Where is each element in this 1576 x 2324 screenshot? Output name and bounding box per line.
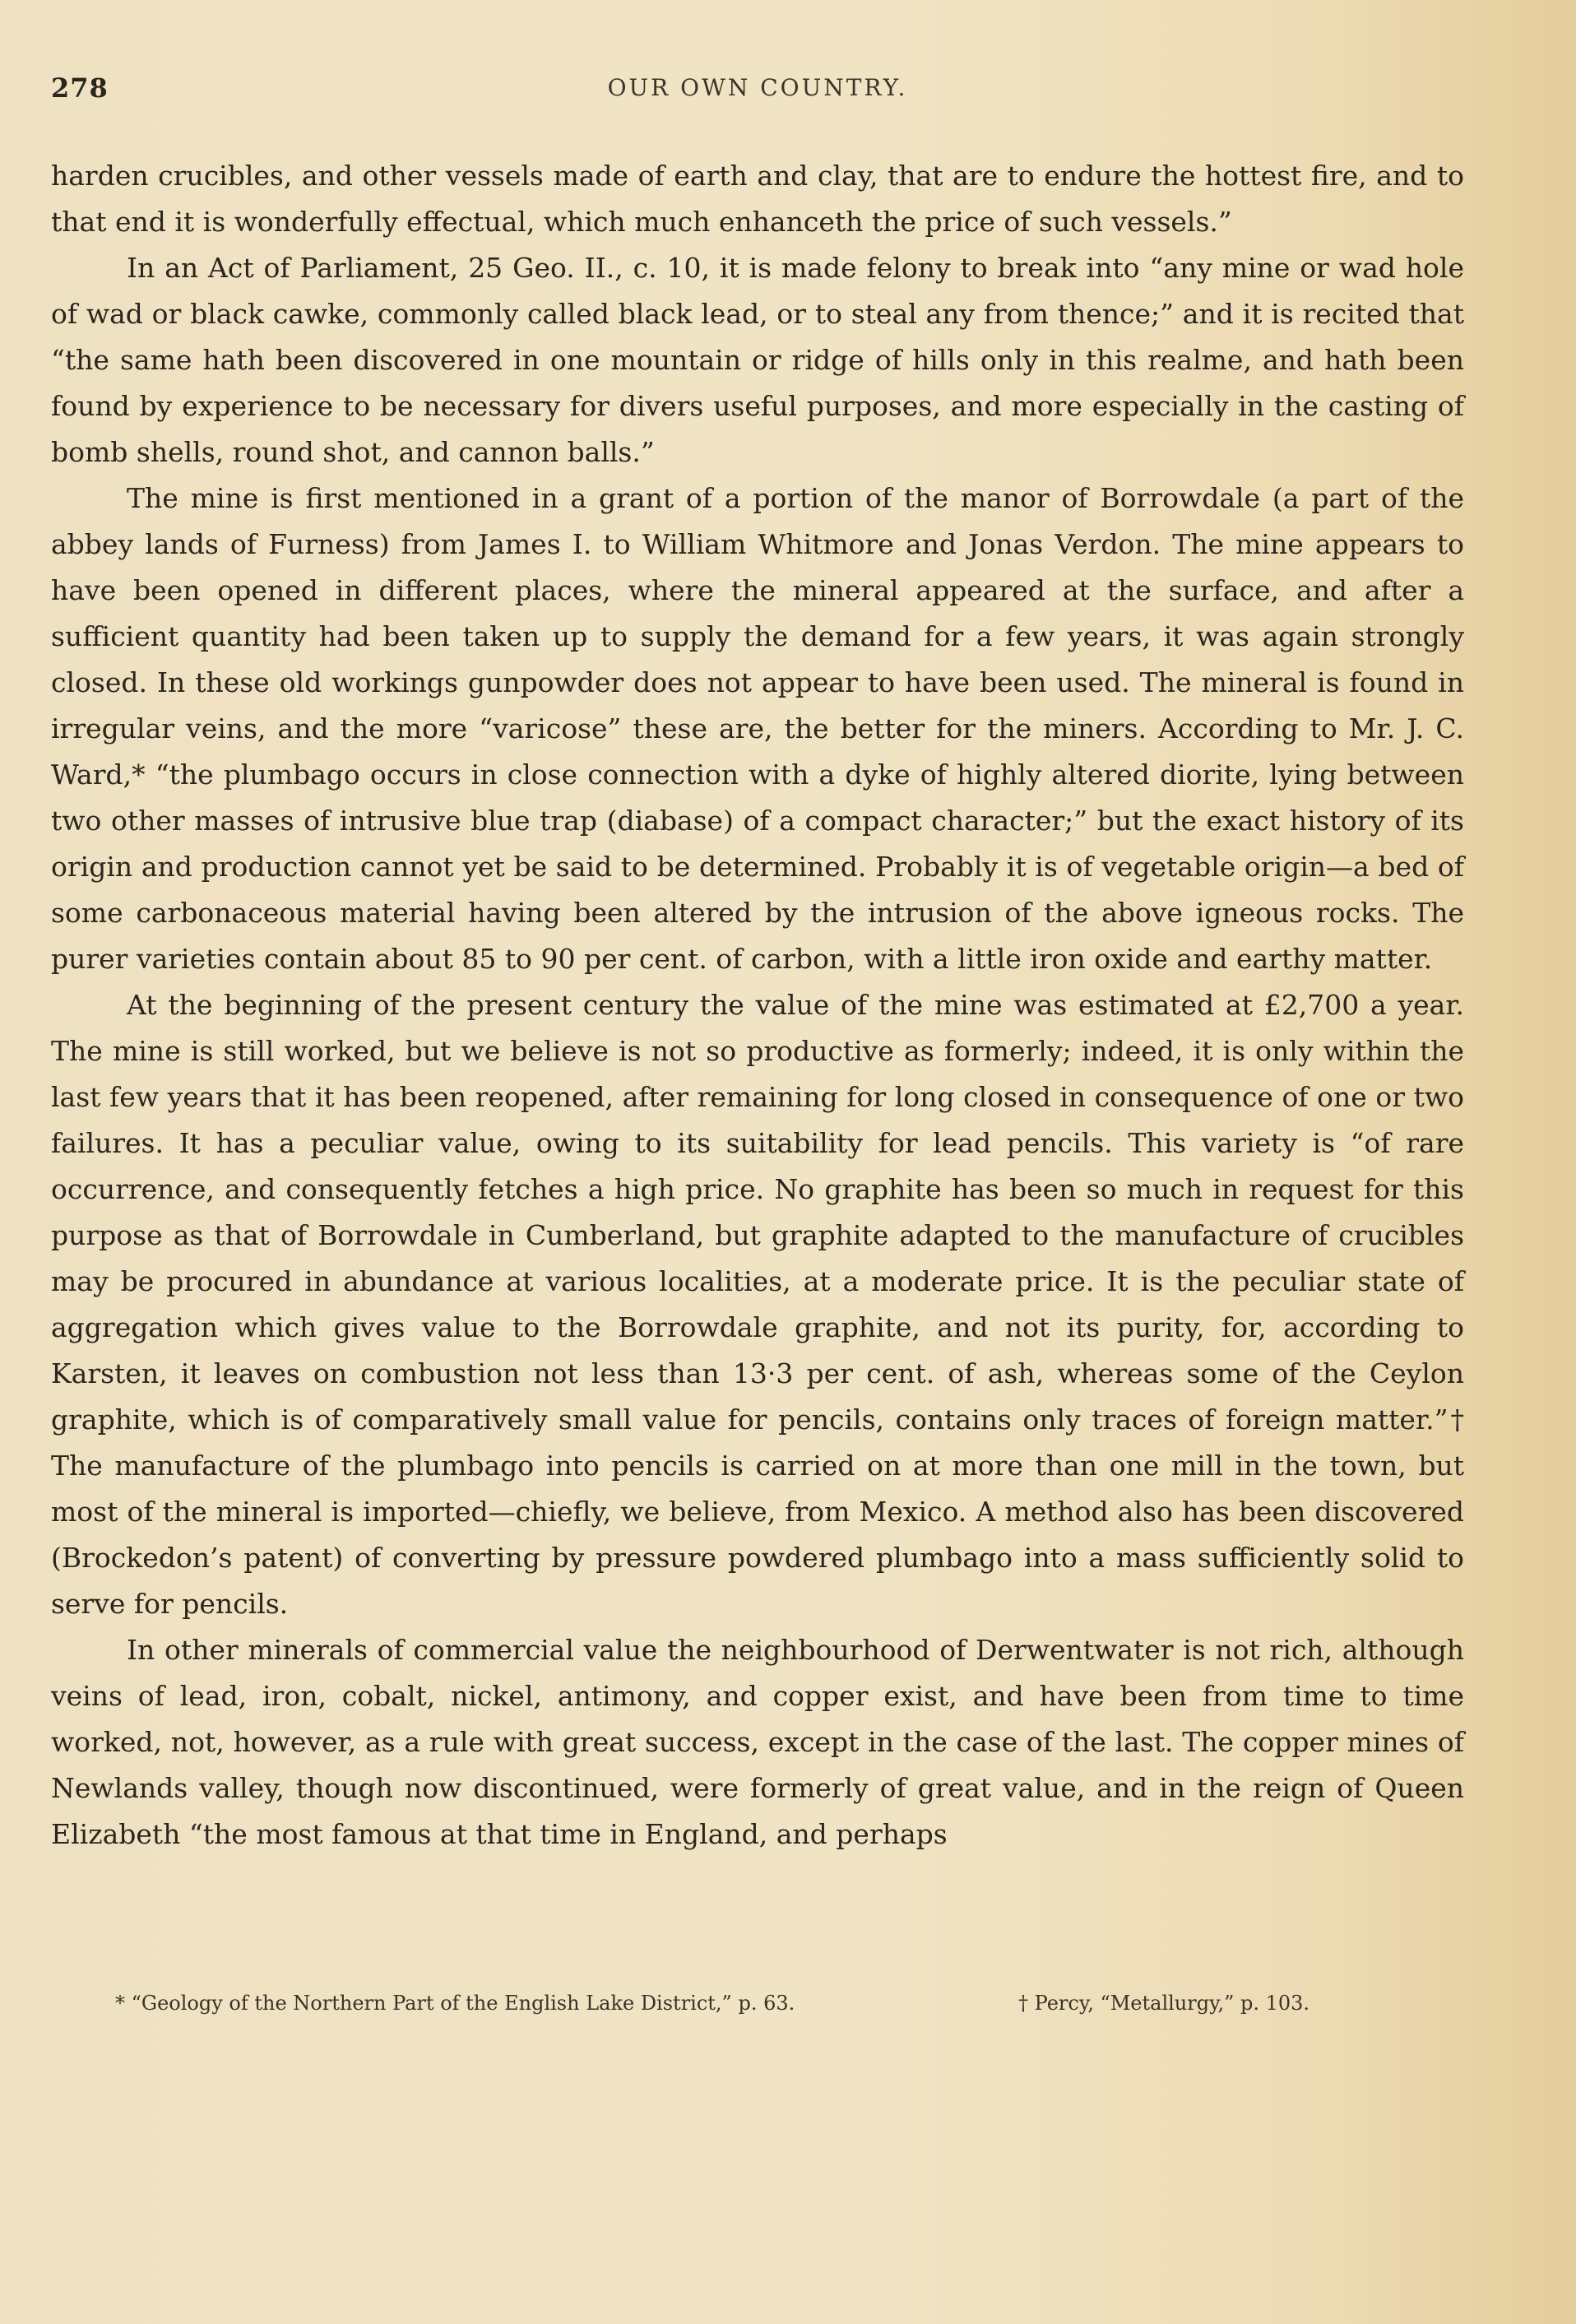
paragraph-2: In an Act of Parliament, 25 Geo. II., c. 10, it is made felony to break into “any mine or wad hole of wad or black cawke, commonly called black lead, or to steal any from thence;” and it is recited that “the same hath been discovered in one mountain or ridge of hills only in this realme, and hath been found by experience to be necessary for divers useful purposes, and more especially in the casting of bomb shells, round shot, and cannon balls.” — [51, 252, 1464, 468]
footnote-percy: † Percy, “Metallurgy,” p. 103. — [1018, 1992, 1310, 2015]
paragraph-5: In other minerals of commercial value the neighbourhood of Derwentwater is not rich, although veins of lead, iron, cobalt, nickel, antimony, and copper exist, and have been from time to time worked, not, however, as a rule with great success, except in the case of the last. The copper mines of Newlands valley, though now discontinued, were formerly of great value, and in the reign of Queen Elizabeth “the most famous at that time in England, and perhaps — [51, 1634, 1464, 1850]
page-header — [51, 72, 1464, 109]
body-text — [51, 153, 1464, 1858]
paragraph-4: At the beginning of the present century the value of the mine was estimated at £2,700 a year. The mine is still worked, but we believe is not so productive as formerly; indeed, it is only within the last few years that it has been reopened, after remaining for long closed in consequence of one or two failures. It has a peculiar value, owing to its suitability for lead pencils. This variety is “of rare occurrence, and consequently fetches a high price. No graphite has been so much in request for this purpose as that of Borrowdale in Cumberland, but graphite adapted to the manufacture of crucibles may be procured in abundance at various localities, at a moderate price. It is the peculiar state of aggregation which gives value to the Borrowdale graphite, and not its purity, for, according to Karsten, it leaves on combustion not less than 13·3 per cent. of ash, whereas some of the Ceylon graphite, which is of comparatively small value for pencils, contains only traces of foreign matter.”† The manufacture of the plumbago into pencils is carried on at more than one mill in the town, but most of the mineral is imported—chiefly, we believe, from Mexico. A method also has been discovered (Brockedon’s patent) of converting by pressure powdered plumbago into a mass sufficiently solid to serve for pencils. — [51, 989, 1464, 1620]
running-title: OUR OWN COUNTRY. — [607, 74, 908, 101]
page-number: 278 — [51, 72, 109, 104]
paragraph-3: The mine is first mentioned in a grant of a portion of the manor of Borrowdale (a part of the abbey lands of Furness) from James I. to William Whitmore and Jonas Verdon. The mine appears to have been opened in different places, where the mineral appeared at the surface, and after a sufficient quantity had been taken up to supply the demand for a few years, it was again strongly closed. In these old workings gunpowder does not appear to have been used. The mineral is found in irregular veins, and the more “varicose” these are, the better for the miners. According to Mr. J. C. Ward,* “the plumbago occurs in close connection with a dyke of highly altered diorite, lying between two other masses of intrusive blue trap (diabase) of a compact character;” but the exact history of its origin and production cannot yet be said to be determined. Probably it is of vegetable origin—a bed of some carbonaceous material having been altered by the intrusion of the above igneous rocks. The purer varieties contain about 85 to 90 per cent. of carbon, with a little iron oxide and earthy matter. — [51, 482, 1464, 975]
paragraph-1: harden crucibles, and other vessels made of earth and clay, that are to endure the hottest fire, and to that end it is wonderfully effectual, which much enhanceth the price of such vessels.” — [51, 160, 1464, 238]
footnote-geology: * “Geology of the Northern Part of the English Lake District,” p. 63. — [115, 1992, 795, 2015]
